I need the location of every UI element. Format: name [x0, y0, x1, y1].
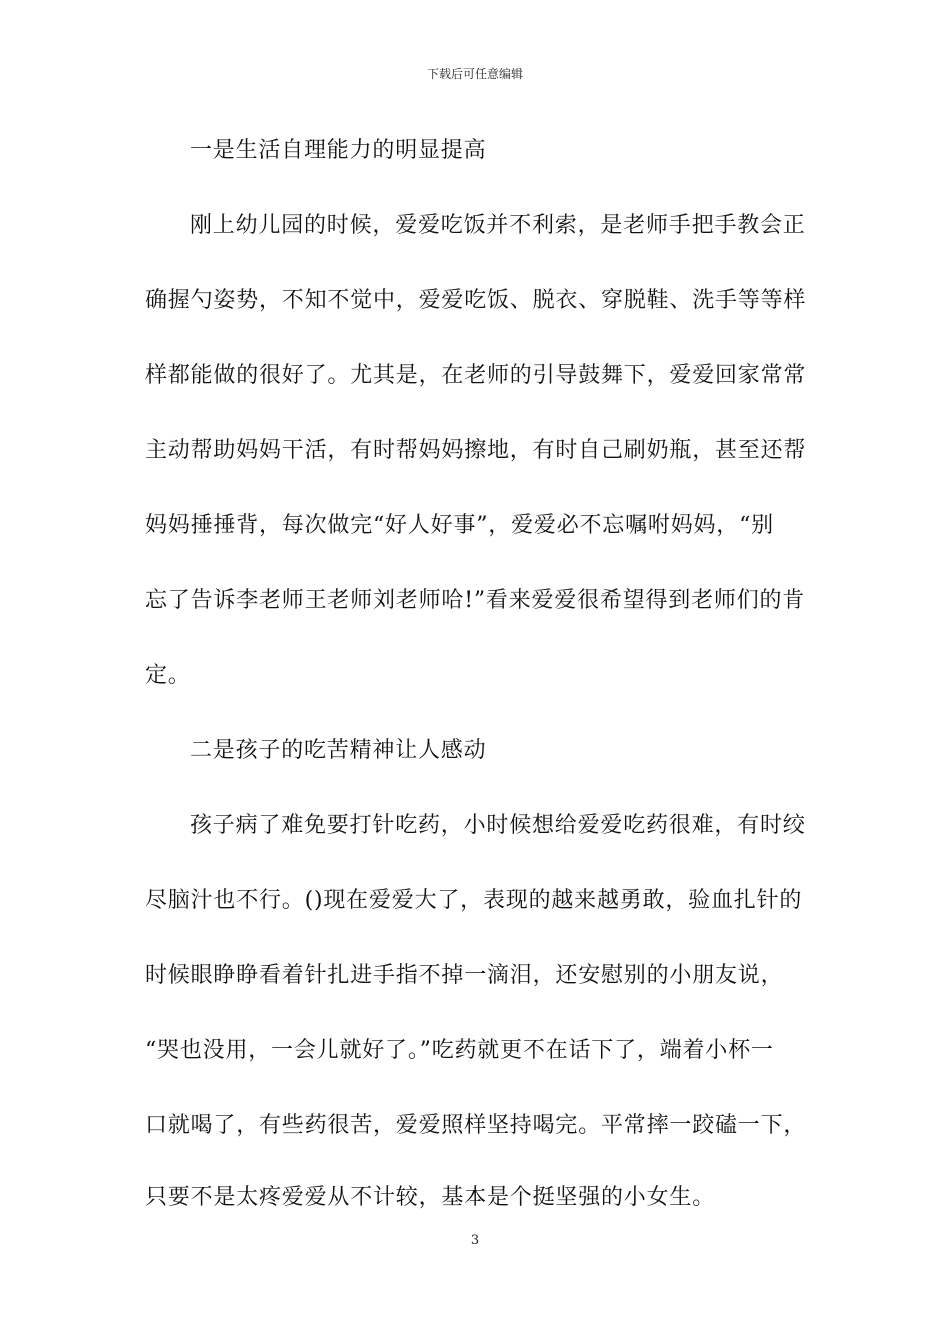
paragraph-2-line-5: 口就喝了，有些药很苦，爱爱照样坚持喝完。平常摔一跤磕一下，: [145, 1113, 807, 1138]
paragraph-2-line-6: 只要不是太疼爱爱从不计较，基本是个挺坚强的小女生。: [145, 1185, 716, 1210]
paragraph-2-line-4: “哭也没用，一会儿就好了。”吃药就更不在话下了，端着小杯一: [145, 1038, 774, 1063]
section-heading-2: 二是孩子的吃苦精神让人感动: [190, 738, 487, 763]
paragraph-1-line-3: 样都能做的很好了。尤其是，在老师的引导鼓舞下，爱爱回家常常: [145, 363, 807, 388]
paragraph-1-line-6: 忘了告诉李老师王老师刘老师哈!”看来爱爱很希望得到老师们的肯: [145, 588, 806, 613]
page-header: 下载后可任意编辑: [426, 67, 523, 81]
paragraph-2-line-2: 尽脑汁也不行。()现在爱爱大了，表现的越来越勇敢，验血扎针的: [145, 888, 803, 913]
section-heading-1: 一是生活自理能力的明显提高: [190, 138, 487, 163]
paragraph-1-line-1: 刚上幼儿园的时候，爱爱吃饭并不利索，是老师手把手教会正: [190, 213, 806, 238]
page-number: 3: [470, 1233, 480, 1248]
paragraph-2-line-1: 孩子病了难免要打针吃药，小时候想给爱爱吃药很难，有时绞: [190, 813, 806, 838]
paragraph-1-line-2: 确握勺姿势，不知不觉中，爱爱吃饭、脱衣、穿脱鞋、洗手等等样: [145, 288, 807, 313]
paragraph-1-line-4: 主动帮助妈妈干活，有时帮妈妈擦地，有时自己刷奶瓶，甚至还帮: [145, 438, 807, 463]
paragraph-1-line-7: 定。: [145, 663, 191, 688]
paragraph-2-line-3: 时候眼睁睁看着针扎进手指不掉一滴泪，还安慰别的小朋友说，: [145, 963, 784, 988]
paragraph-1-line-5: 妈妈捶捶背，每次做完“好人好事”，爱爱必不忘嘱咐妈妈，“别: [145, 513, 774, 538]
